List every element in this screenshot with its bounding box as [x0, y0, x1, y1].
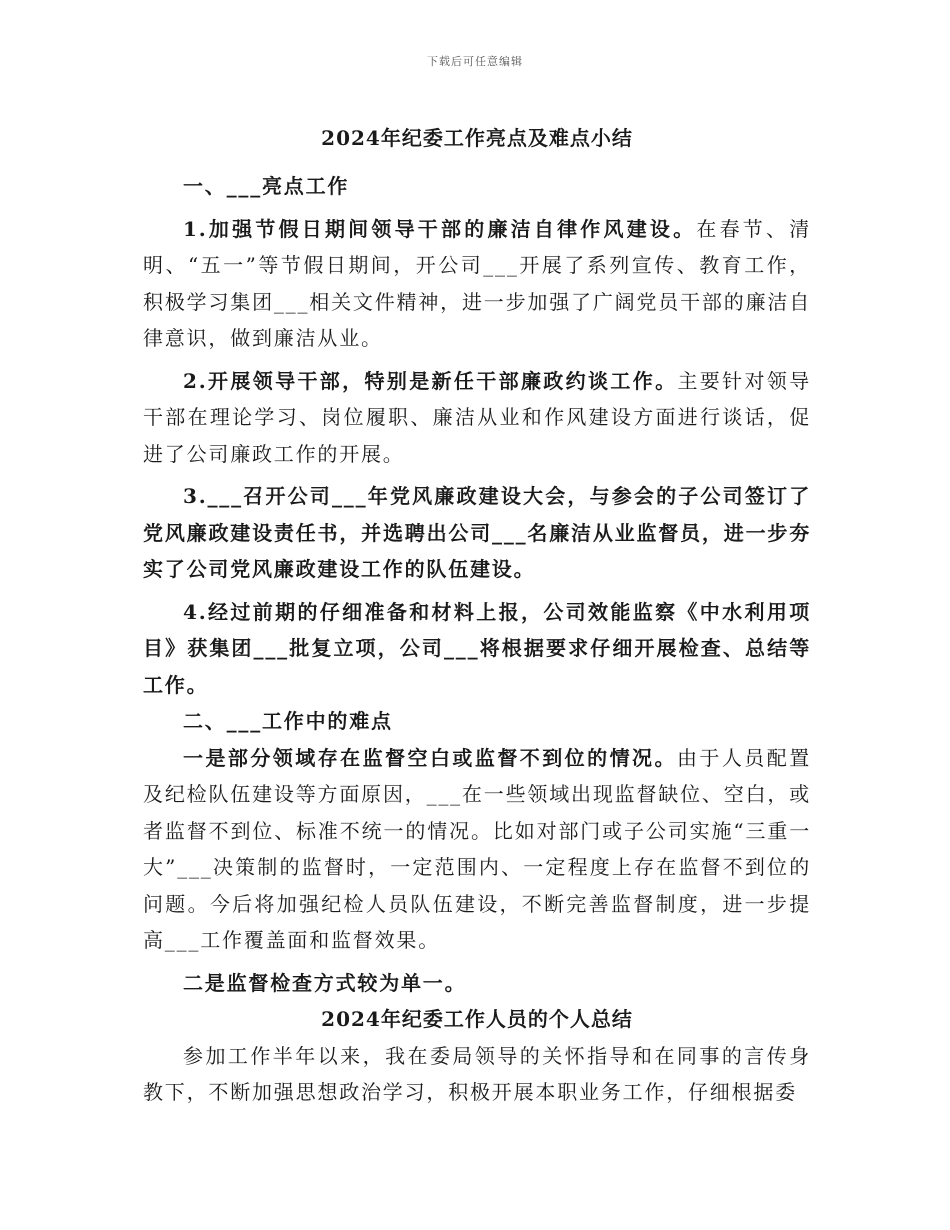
item-lead: 1.加强节假日期间领导干部的廉洁自律作风建设。 — [183, 216, 697, 241]
highlight-item-4 — [143, 594, 811, 704]
highlight-item-2 — [143, 363, 811, 473]
item-lead: 二是监督检查方式较为单一。 — [183, 970, 467, 995]
item-lead: 4.经过前期的仔细准备和材料上报，公司效能监察《中水利用项目》获集团___批复立项，公司___将根据要求仔细开展检查、总结等工作。 — [143, 599, 811, 697]
item-lead: 一是部分领域存在监督空白或监督不到位的情况。 — [183, 745, 677, 770]
highlight-item-3 — [143, 478, 811, 588]
item-lead: 2.开展领导干部，特别是新任干部廉政约谈工作。 — [183, 368, 678, 393]
header-note: 下载后可任意编辑 — [427, 55, 523, 68]
section-subtitle: 2024年纪委工作人员的个人总结 — [321, 1007, 633, 1031]
item-lead: 3.___召开公司___年党风廉政建设大会，与参会的子公司签订了党风廉政建设责任书，并选聘出公司___名廉洁从业监督员，进一步夯实了公司党风廉政建设工作的队伍建设。 — [143, 484, 811, 581]
document-title: 2024年纪委工作亮点及难点小结 — [321, 126, 633, 150]
highlight-item-1 — [143, 211, 811, 357]
difficulty-item-2 — [143, 965, 811, 1002]
section-heading-difficulties: 二、___工作中的难点 — [183, 709, 393, 733]
item-body: 在春节、清明、“五一”等节假日期间，开公司___开展了系列宣传、教育工作，积极学习集团___相关文件精神，进一步加强了广阔党员干部的廉洁自律意识，做到廉洁从业。 — [143, 216, 812, 350]
section-heading-highlights: 一、___亮点工作 — [183, 174, 350, 198]
item-body: 主要针对领导干部在理论学习、岗位履职、廉洁从业和作风建设方面进行谈话，促进了公司廉政工作的开展。 — [143, 368, 811, 466]
item-body: 由于人员配置及纪检队伍建设等方面原因，___在一些领域出现监督缺位、空白，或者监督不到位、标准不统一的情况。比如对部门或子公司实施“三重一大”___决策制的监督时，一定范围内、一定程度上存在监督不到位的问题。今后将加强纪检人员队伍建设，不断完善监督制度，进一步提高___工作覆盖面和监督效果。 — [143, 745, 811, 952]
document-page — [143, 120, 811, 1111]
closing-paragraph: 参加工作半年以来，我在委局领导的关怀指导和在同事的言传身教下，不断加强思想政治学习，积极开展本职业务工作，仔细根据委 — [143, 1043, 811, 1104]
difficulty-item-1 — [143, 740, 811, 959]
